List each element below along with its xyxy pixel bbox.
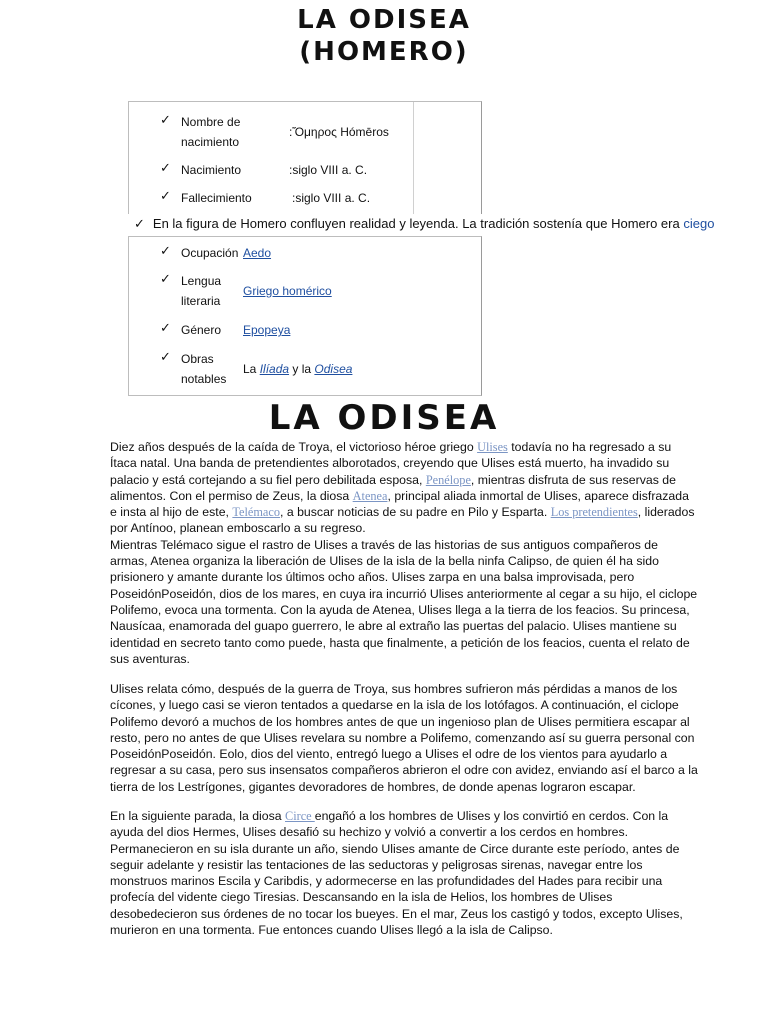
info-box-works — [128, 236, 482, 396]
checkmark-icon: ✓ — [160, 243, 171, 258]
info-label: Fallecimiento — [181, 191, 252, 205]
odisea-link[interactable]: Odisea — [314, 362, 353, 376]
atenea-link[interactable]: Atenea — [352, 488, 388, 503]
checkmark-icon: ✓ — [160, 160, 171, 175]
ulises-link[interactable]: Ulises — [477, 440, 508, 454]
aedo-link[interactable]: Aedo — [243, 246, 272, 260]
document-title: LA ODISEA — [297, 5, 471, 35]
griego-homerico-link[interactable]: Griego homérico — [243, 284, 332, 298]
info-value: La Ilíada y la Odisea — [243, 362, 353, 376]
column-divider — [413, 102, 414, 214]
checkmark-icon: ✓ — [134, 216, 145, 231]
info-label: Ocupación — [181, 246, 239, 260]
checkmark-icon: ✓ — [160, 349, 171, 364]
paragraph-4: En la siguiente parada, la diosa Circe engañó a los hombres de Ulises y los convirtió en cerdos. Con la ayuda del dios Hermes, Ulises desafió su hechizo y volvió a convertir a los cerdos en hombres. Permanecieron en su isla durante un año, siendo Ulises amante de Circe durante este período, antes de seguir adelante y resistir las tentaciones de las seductoras y peligrosas sirenas, navegar entre los monstruos marinos Escila y Caribdis, y adormecerse en las profundidades del Hades para recibir una profecía del vidente ciego Tiresias. Descansando en la isla de Helios, los hombres de Ulises desobedecieron sus órdenes de no tocar los bueyes. En el mar, Zeus los castigó y todos, excepto Ulises, murieron en una tormenta. Fue entonces cuando Ulises llegó a la isla de Calipso. — [110, 809, 683, 938]
document-subtitle: (HOMERO) — [299, 37, 469, 67]
info-label: Nacimiento — [181, 163, 242, 177]
info-label: Género — [181, 323, 222, 337]
section-title: LA ODISEA — [268, 398, 500, 438]
telemaco-link[interactable]: Telémaco — [232, 505, 280, 520]
paragraph-1: Diez años después de la caída de Troya, el victorioso héroe griego Ulises todavía no ha regresado a su Ítaca natal. Una banda de pretendientes alborotados, creyendo que Ulises está muerto, ha invadido su palacio y está cortejando a su fiel pero debilitada esposa, Penélope, mientras disfruta de sus reservas de alimentos. Con el permiso de Zeus, la diosa Atenea, principal aliada inmortal de Ulises, aparece disfrazada e insta al hijo de este, Telémaco, a buscar noticias de su padre en Pilo y Esparta. Los pretendientes, liderados por Antínoo, planean emboscarlo a su regreso. Mientras Telémaco sigue el rastro de Ulises a través de las historias de sus antiguos compañeros de armas, Atenea organiza la liberación de Ulises de la isla de la bella ninfa Calipso, de quien él ha sido prisionero y amante durante los últimos ocho años. Ulises zarpa en una balsa improvisada, pero PoseidónPoseidón, dios de los mares, en cuya ira incurrió Ulises anteriormente al cegar a su hijo, el ciclope Polifemo, evoca una tormenta. Con la ayuda de Atenea, Ulises llega a la tierra de los feacios. Su princesa, Nausícaa, enamorada del guapo guerrero, le abre al extraño las puertas del palacio. Ulises mantiene su identidad en secreto tanto como puede, hasta que finalmente, a petición de los feacios, cuenta el relato de sus aventuras. — [110, 440, 698, 666]
info-label: Obras notables — [181, 352, 227, 386]
checkmark-icon: ✓ — [160, 320, 171, 335]
circe-link[interactable]: Circe — [285, 809, 315, 823]
info-box-birth — [128, 101, 482, 214]
info-label: Nombre de nacimiento — [181, 115, 241, 149]
checkmark-icon: ✓ — [160, 188, 171, 203]
homer-note: ✓ En la figura de Homero confluyen realidad y leyenda. La tradición sostenía que Homero era ciego — [134, 216, 715, 231]
paragraph-3: Ulises relata cómo, después de la guerra de Troya, sus hombres sufrieron más pérdidas a manos de los cícones, y luego casi se vieron tentados a quedarse en la isla de los lotófagos. A continuación, el ciclope Polifemo devoró a muchos de los hombres antes de que un ingenioso plan de Ulises permitiera escapar al resto, pero no antes de que Ulises revelara su nombre a Polifemo, comenzando así su guerra personal con PoseidónPoseidón. Eolo, dios del viento, entregó luego a Ulises el odre de los vientos para ayudarlo a regresar a su casa, pero sus insensatos compañeros abrieron el odre con avidez, enviando así el barco a la tierra de los Lestrígones, gigantes devoradores de hombres, de donde apenas lograron escapar. — [110, 682, 698, 794]
info-label: Lengua literaria — [181, 274, 222, 308]
penelope-link[interactable]: Penélope — [425, 472, 471, 487]
pretendientes-link[interactable]: Los pretendientes — [550, 505, 638, 520]
info-value: :siglo VIII a. C. — [289, 163, 368, 177]
iliada-link[interactable]: Ilíada — [259, 362, 290, 376]
checkmark-icon: ✓ — [160, 112, 171, 127]
info-value: :siglo VIII a. C. — [292, 191, 371, 205]
checkmark-icon: ✓ — [160, 271, 171, 286]
paragraph-2: Mientras Telémaco sigue el rastro de Ulises a través de las historias de sus antiguos compañeros de armas, Atenea organiza la liberación de Ulises de la isla de la bella ninfa Calipso, de quien él ha sido prisionero y amante durante los últimos ocho años. Ulises zarpa en una balsa improvisada, pero PoseidónPoseidón, dios de los mares, en cuya ira incurrió Ulises anteriormente al cegar a su hijo, el ciclope Polifemo, evoca una tormenta. Con la ayuda de Atenea, Ulises llega a la tierra de los feacios. Su princesa, Nausícaa, enamorada del guapo guerrero, le abre al extraño las puertas del palacio. Ulises mantiene su identidad en secreto tanto como puede, hasta que finalmente, a petición de los feacios, cuenta el relato de sus aventuras. — [110, 537, 698, 666]
epopeya-link[interactable]: Epopeya — [243, 323, 291, 337]
info-value: :Ὅμηρος Hómēros — [289, 125, 389, 139]
ciego-link[interactable]: ciego — [683, 216, 715, 231]
